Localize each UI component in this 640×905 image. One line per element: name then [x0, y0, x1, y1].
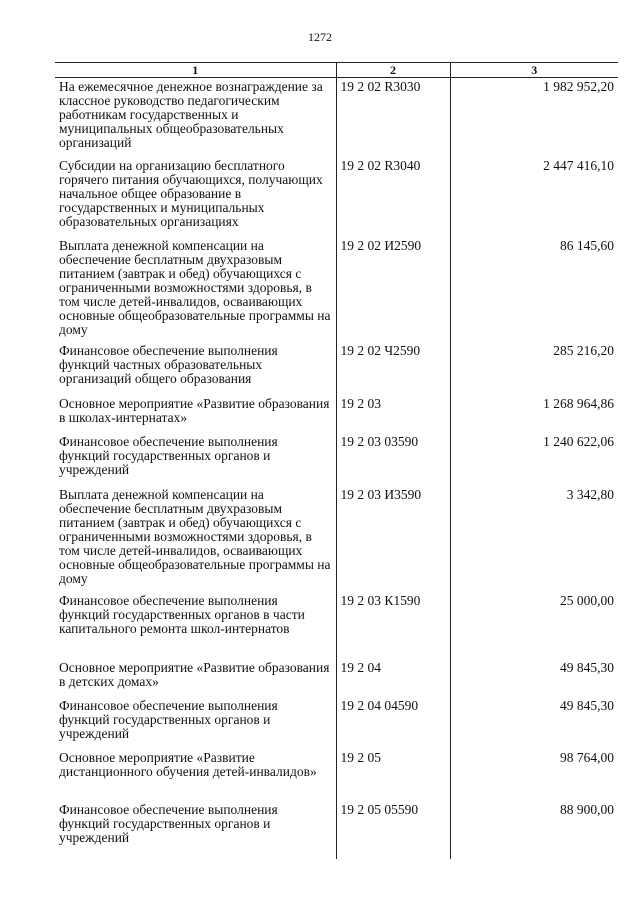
row-amount: 88 900,00 — [450, 801, 618, 859]
row-code: 19 2 03 И3590 — [336, 486, 450, 592]
page-number: 1272 — [308, 30, 332, 44]
row-amount: 285 216,20 — [450, 342, 618, 395]
row-code: 19 2 04 04590 — [336, 697, 450, 749]
row-name: Финансовое обеспечение выполнения функций государственных органов и учреждений — [59, 801, 278, 845]
table-row — [55, 433, 618, 486]
row-amount: 98 764,00 — [450, 749, 618, 801]
row-amount: 1 982 952,20 — [450, 78, 618, 157]
table-row — [55, 78, 618, 157]
row-amount: 1 240 622,06 — [450, 433, 618, 486]
row-code: 19 2 03 К1590 — [336, 592, 450, 659]
row-name: На ежемесячное денежное вознаграждение за классное руководство педагогическим работникам государственных и муниципальных общеобразовательных организаций — [59, 79, 323, 150]
table-header-row — [55, 63, 618, 78]
table-row — [55, 237, 618, 342]
budget-table — [55, 62, 618, 859]
row-amount: 49 845,30 — [450, 697, 618, 749]
table-row — [55, 395, 618, 433]
row-amount: 86 145,60 — [450, 237, 618, 342]
row-code: 19 2 02 И2590 — [336, 237, 450, 342]
row-code: 19 2 02 Ч2590 — [336, 342, 450, 395]
row-amount: 25 000,00 — [450, 592, 618, 659]
row-code: 19 2 04 — [336, 659, 450, 697]
table-row — [55, 342, 618, 395]
table-row — [55, 749, 618, 801]
row-amount: 1 268 964,86 — [450, 395, 618, 433]
row-name: Выплата денежной компенсации на обеспечение бесплатным двухразовым питанием (завтрак и обед) обучающихся с ограниченными возможностями здоровья, в том числе детей-инвалидов, осваивающих основные общеобразовательные программы на дому — [59, 486, 331, 586]
row-name: Основное мероприятие «Развитие дистанционного обучения детей-инвалидов» — [59, 749, 317, 779]
row-code: 19 2 02 R3030 — [336, 78, 450, 157]
row-name: Финансовое обеспечение выполнения функций государственных органов в части капитального ремонта школ-интернатов — [59, 592, 305, 636]
column-header-3: 3 — [450, 63, 618, 78]
row-code: 19 2 03 03590 — [336, 433, 450, 486]
table-row — [55, 592, 618, 659]
table-row — [55, 486, 618, 592]
row-amount: 2 447 416,10 — [450, 157, 618, 237]
row-name: Основное мероприятие «Развитие образования в школах-интернатах» — [59, 395, 330, 425]
table-row — [55, 697, 618, 749]
table-row — [55, 157, 618, 237]
table-row — [55, 801, 618, 859]
row-code: 19 2 03 — [336, 395, 450, 433]
column-header-1: 1 — [55, 63, 336, 78]
row-code: 19 2 05 — [336, 749, 450, 801]
row-name: Финансовое обеспечение выполнения функций государственных органов и учреждений — [59, 433, 278, 477]
row-name: Финансовое обеспечение выполнения функций государственных органов и учреждений — [59, 697, 278, 741]
row-name: Основное мероприятие «Развитие образования в детских домах» — [59, 659, 330, 689]
row-name: Выплата денежной компенсации на обеспечение бесплатным двухразовым питанием (завтрак и обед) обучающихся с ограниченными возможностями здоровья, в том числе детей-инвалидов, осваивающих основные общеобразовательные программы на дому — [59, 237, 331, 337]
column-header-2: 2 — [336, 63, 450, 78]
row-code: 19 2 02 R3040 — [336, 157, 450, 237]
table-row — [55, 659, 618, 697]
row-name: Финансовое обеспечение выполнения функций частных образовательных организаций общего образования — [59, 342, 278, 386]
row-amount: 3 342,80 — [450, 486, 618, 592]
row-code: 19 2 05 05590 — [336, 801, 450, 859]
row-amount: 49 845,30 — [450, 659, 618, 697]
row-name: Субсидии на организацию бесплатного горячего питания обучающихся, получающих начальное общее образование в государственных и муниципальных образовательных организациях — [59, 157, 323, 229]
